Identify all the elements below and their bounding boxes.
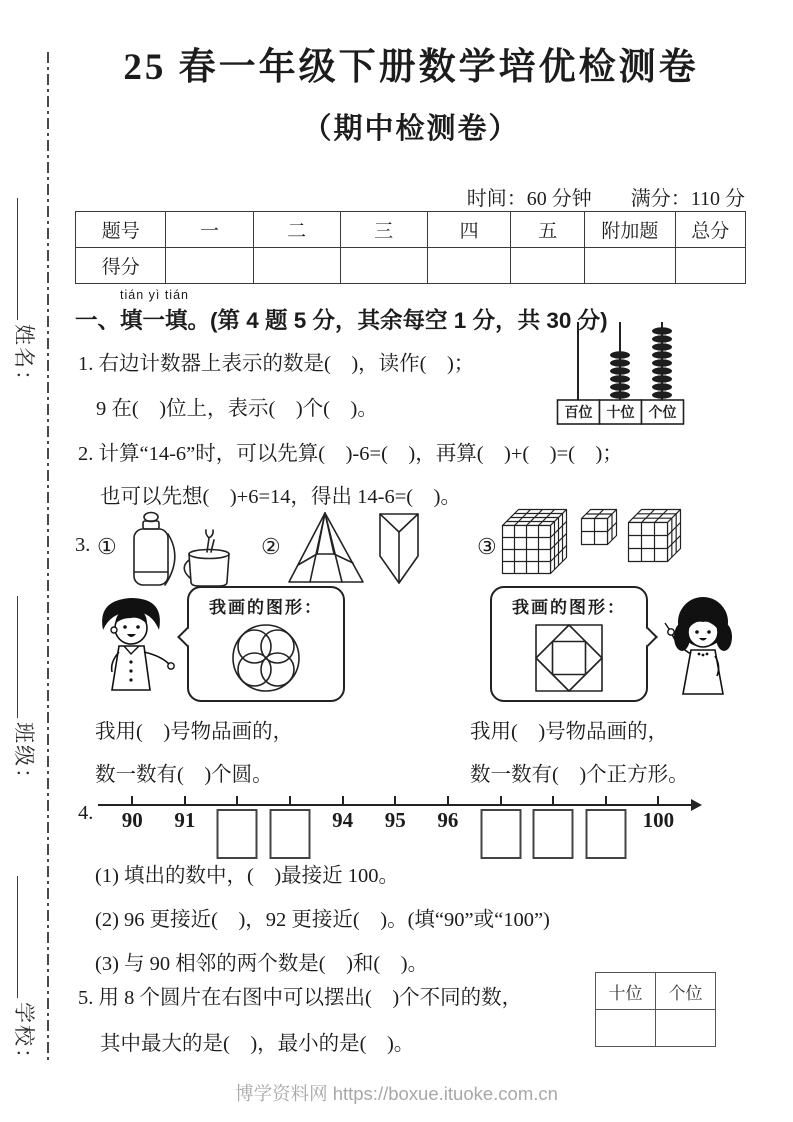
numberline-tick <box>342 796 344 805</box>
number-line-arrow <box>691 799 702 811</box>
numberline-blank-box <box>270 809 311 859</box>
abacus-ones-label: 个位 <box>648 404 677 420</box>
score-row-label: 得分 <box>76 248 166 284</box>
q1-line2: 9 在( )位上，表示( )个( )。 <box>96 398 378 420</box>
score-cell <box>585 248 675 284</box>
q5-line1: 5. 用 8 个圆片在右图中可以摆出( )个不同的数， <box>78 987 523 1009</box>
thermos-and-mug-image <box>121 508 241 588</box>
numberline-blank-box <box>585 809 626 859</box>
numberline-label: 95 <box>384 808 406 832</box>
abacus-hundreds-label: 百位 <box>564 404 593 420</box>
numberline-label: 100 <box>642 808 675 832</box>
paper-subtitle: （期中检测卷） <box>302 113 520 145</box>
q3-left-line2: 数一数有( )个圆。 <box>95 764 273 786</box>
score-table-score-row <box>76 248 746 284</box>
numberline-label: 96 <box>437 808 459 832</box>
time-score-line <box>75 182 745 211</box>
bubble-tail-right <box>638 627 658 647</box>
score-header-cell: 三 <box>340 212 427 248</box>
q3-number: 3. <box>75 534 91 556</box>
class-label: 班级： <box>12 722 36 791</box>
score-header-cell: 题号 <box>76 212 166 248</box>
score-cell <box>427 248 511 284</box>
score-cell <box>340 248 427 284</box>
numberline-tick <box>552 796 554 805</box>
girl-figure <box>657 592 747 704</box>
score-header-cell: 总分 <box>675 212 745 248</box>
q5-empty-cell <box>596 1010 656 1047</box>
numberline-label: 91 <box>174 808 196 832</box>
section-ruby-base: 填一填 <box>120 308 188 333</box>
score-header-cell: 一 <box>166 212 253 248</box>
score-cell <box>166 248 253 284</box>
score-table <box>75 211 746 284</box>
numberline-tick <box>657 796 659 805</box>
numberline-blank-box <box>217 809 258 859</box>
score-cell <box>511 248 585 284</box>
name-blank-line <box>17 198 38 320</box>
score-header-cell: 四 <box>427 212 511 248</box>
boy-speech-bubble <box>187 586 345 702</box>
abacus-counter-image <box>556 316 686 428</box>
number-line <box>98 793 698 867</box>
q5-tens-header: 十位 <box>596 973 656 1010</box>
q3-item1-tag: ① <box>97 534 117 559</box>
q3-item3-tag: ③ <box>477 534 497 559</box>
section-score-note: 。(第 4 题 5 分，其余每空 1 分，共 30 分) <box>187 308 608 333</box>
squares-drawing <box>532 621 606 695</box>
school-label: 学校： <box>12 1002 36 1071</box>
numberline-label: 90 <box>121 808 143 832</box>
numberline-tick <box>447 796 449 805</box>
q3-right-line1: 我用( )号物品画的， <box>470 721 669 743</box>
score-cell <box>253 248 340 284</box>
q3-objects-row <box>75 508 747 588</box>
girl-speech-bubble <box>490 586 648 702</box>
numberline-blank-box <box>480 809 521 859</box>
binding-dash-line <box>47 52 49 1064</box>
numberline-label: 94 <box>332 808 354 832</box>
numberline-tick <box>131 796 133 805</box>
q5-place-value-table <box>595 972 716 1047</box>
q5-line2: 其中最大的是( )，最小的是( )。 <box>100 1033 415 1055</box>
numberline-tick <box>500 796 502 805</box>
q3-item2-tag: ② <box>261 534 281 559</box>
score-cell <box>675 248 745 284</box>
pyramid-shapes-image <box>285 510 435 586</box>
margin-name-field <box>10 198 40 393</box>
numberline-tick <box>236 796 238 805</box>
paper-title: 25 春一年级下册数学培优检测卷 <box>123 47 699 88</box>
full-score: 满分：110 分 <box>630 188 745 210</box>
q5-table-empty-row <box>596 1010 716 1047</box>
score-header-cell: 附加题 <box>585 212 675 248</box>
q5-ones-header: 个位 <box>656 973 716 1010</box>
section-one-heading <box>75 288 608 335</box>
q4-sub3: (3) 与 90 相邻的两个数是( )和( )。 <box>95 953 429 975</box>
margin-school-field <box>10 876 40 1071</box>
q4-sub2: (2) 96 更接近( )，92 更接近( )。(填“90”或“100”) <box>95 909 550 931</box>
bubble-label: 我画的图形： <box>209 598 323 617</box>
section-number: 一、 <box>75 308 121 333</box>
abacus-tens-label: 十位 <box>606 404 635 420</box>
circles-drawing <box>220 621 312 695</box>
score-table-header-row <box>76 212 746 248</box>
time-limit: 时间：60 分钟 <box>466 188 592 210</box>
q2-line2: 也可以先想( )+6=14，得出 14-6=( )。 <box>100 486 461 508</box>
q5-table-header-row <box>596 973 716 1010</box>
q4-number: 4. <box>78 802 94 824</box>
q4-sub1: (1) 填出的数中，( )最接近 100。 <box>95 865 400 887</box>
numberline-tick <box>394 796 396 805</box>
boy-figure <box>91 592 181 704</box>
section-ruby <box>120 288 189 335</box>
pinyin-annotation: tián yì tián <box>120 288 189 302</box>
q1-line1: 1. 右边计数器上表示的数是( )，读作( )； <box>78 353 475 375</box>
q3-kids-row <box>75 584 747 710</box>
school-blank-line <box>17 876 38 998</box>
numberline-tick <box>289 796 291 805</box>
class-blank-line <box>17 596 38 718</box>
q3-left-line1: 我用( )号物品画的， <box>95 721 294 743</box>
footer-watermark: 博学资料网 https://boxue.ituoke.com.cn <box>235 1083 558 1104</box>
numberline-blank-box <box>533 809 574 859</box>
name-label: 姓名： <box>12 324 36 393</box>
q3-right-line2: 数一数有( )个正方形。 <box>470 764 689 786</box>
numberline-tick <box>605 796 607 805</box>
bubble-label: 我画的图形： <box>512 598 626 617</box>
score-header-cell: 二 <box>253 212 340 248</box>
q2-line1: 2. 计算“14-6”时，可以先算( )-6=( )，再算( )+( )=( )； <box>78 443 623 465</box>
score-header-cell: 五 <box>511 212 585 248</box>
numberline-tick <box>184 796 186 805</box>
margin-class-field <box>10 596 40 791</box>
q5-empty-cell <box>656 1010 716 1047</box>
